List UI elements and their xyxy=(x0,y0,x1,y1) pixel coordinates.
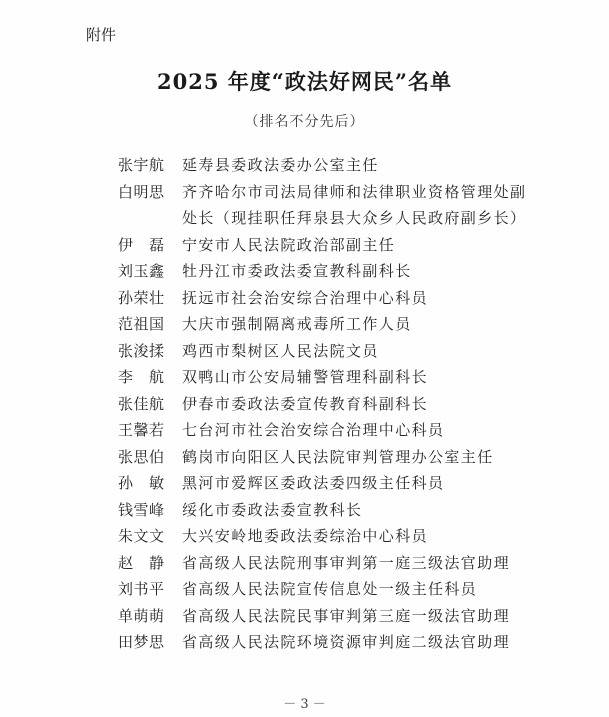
list-item xyxy=(118,391,558,418)
person-position xyxy=(182,232,542,259)
page-title: 2025 年度“政法好网民”名单 xyxy=(157,69,452,94)
position-line: 七台河市社会治安综合治理中心科员 xyxy=(182,421,445,439)
position-line: 大兴安岭地委政法委综治中心科员 xyxy=(182,527,429,545)
position-line: 黑河市爱辉区委政法委四级主任科员 xyxy=(182,474,445,492)
list-item xyxy=(118,179,558,232)
list-item xyxy=(118,470,558,497)
list-item xyxy=(118,232,558,259)
person-name: 田梦思 xyxy=(118,633,165,651)
person-position xyxy=(182,258,542,285)
list-item xyxy=(118,285,558,312)
list-item xyxy=(118,629,558,656)
position-line: 宁安市人民法院政治部副主任 xyxy=(182,235,396,254)
position-line: 抚远市社会治安综合治理中心科员 xyxy=(182,288,429,307)
position-line: 大庆市强制隔离戒毒所工作人员 xyxy=(182,315,412,333)
person-position xyxy=(182,523,542,550)
list-item xyxy=(118,497,558,524)
list-item xyxy=(118,364,558,391)
position-line: 鸡西市梨树区人民法院文员 xyxy=(182,341,379,360)
person-name: 钱雪峰 xyxy=(118,500,165,519)
list-item xyxy=(118,338,558,365)
list-item xyxy=(118,417,558,444)
person-position xyxy=(182,603,542,630)
position-line: 绥化市委政法委宣教科长 xyxy=(182,500,363,519)
person-position xyxy=(182,364,542,391)
position-line: 省高级人民法院宣传信息处一级主任科员 xyxy=(182,580,478,598)
person-position xyxy=(182,311,542,338)
person-position xyxy=(182,470,542,497)
list-item xyxy=(118,152,558,179)
person-name: 孙 敏 xyxy=(118,474,165,492)
person-name: 单萌萌 xyxy=(118,606,165,625)
person-name: 孙荣壮 xyxy=(118,288,165,307)
name-list xyxy=(118,152,558,656)
person-name: 张佳航 xyxy=(118,394,165,413)
position-line: 双鸭山市公安局辅警管理科副科长 xyxy=(182,368,429,386)
attachment-label: 附件 xyxy=(86,26,117,44)
person-name: 张思伯 xyxy=(118,447,165,466)
person-position xyxy=(182,179,542,232)
person-position xyxy=(182,417,542,444)
position-line: 鹤岗市向阳区人民法院审判管理办公室主任 xyxy=(182,447,494,466)
list-item xyxy=(118,603,558,630)
person-name: 伊 磊 xyxy=(118,235,165,254)
position-line: 省高级人民法院刑事审判第一庭三级法官助理 xyxy=(182,553,511,572)
person-position xyxy=(182,550,542,577)
list-item xyxy=(118,523,558,550)
person-position xyxy=(182,338,542,365)
person-name: 刘玉鑫 xyxy=(118,262,165,280)
person-name: 赵 静 xyxy=(118,553,165,572)
page-number: － 3 － xyxy=(283,697,326,712)
person-position xyxy=(182,629,542,656)
person-name: 李 航 xyxy=(118,368,165,386)
person-position xyxy=(182,285,542,312)
person-name: 王馨若 xyxy=(118,421,165,439)
person-position xyxy=(182,152,542,179)
position-line: 省高级人民法院环境资源审判庭二级法官助理 xyxy=(182,633,511,651)
position-line: 牡丹江市委政法委宣教科副科长 xyxy=(182,262,412,280)
person-name: 刘书平 xyxy=(118,580,165,598)
list-item xyxy=(118,444,558,471)
person-position xyxy=(182,391,542,418)
page-subtitle: （排名不分先后） xyxy=(244,114,365,130)
position-line: 延寿县委政法委办公室主任 xyxy=(182,156,379,174)
person-name: 张宇航 xyxy=(118,156,165,174)
person-position xyxy=(182,576,542,603)
person-name: 朱文文 xyxy=(118,527,165,545)
person-name: 白明思 xyxy=(118,182,165,201)
position-line: 齐齐哈尔市司法局律师和法律职业资格管理处副 xyxy=(182,182,527,201)
position-line: 伊春市委政法委宣传教育科副科长 xyxy=(182,394,429,413)
position-line: 省高级人民法院民事审判第三庭一级法官助理 xyxy=(182,606,511,625)
list-item xyxy=(118,550,558,577)
person-name: 张浚揉 xyxy=(118,341,165,360)
list-item xyxy=(118,311,558,338)
list-item xyxy=(118,258,558,285)
position-line: 处长（现挂职任拜泉县大众乡人民政府副乡长） xyxy=(182,209,527,227)
person-name: 范祖国 xyxy=(118,315,165,333)
list-item xyxy=(118,576,558,603)
person-position xyxy=(182,497,542,524)
person-position xyxy=(182,444,542,471)
